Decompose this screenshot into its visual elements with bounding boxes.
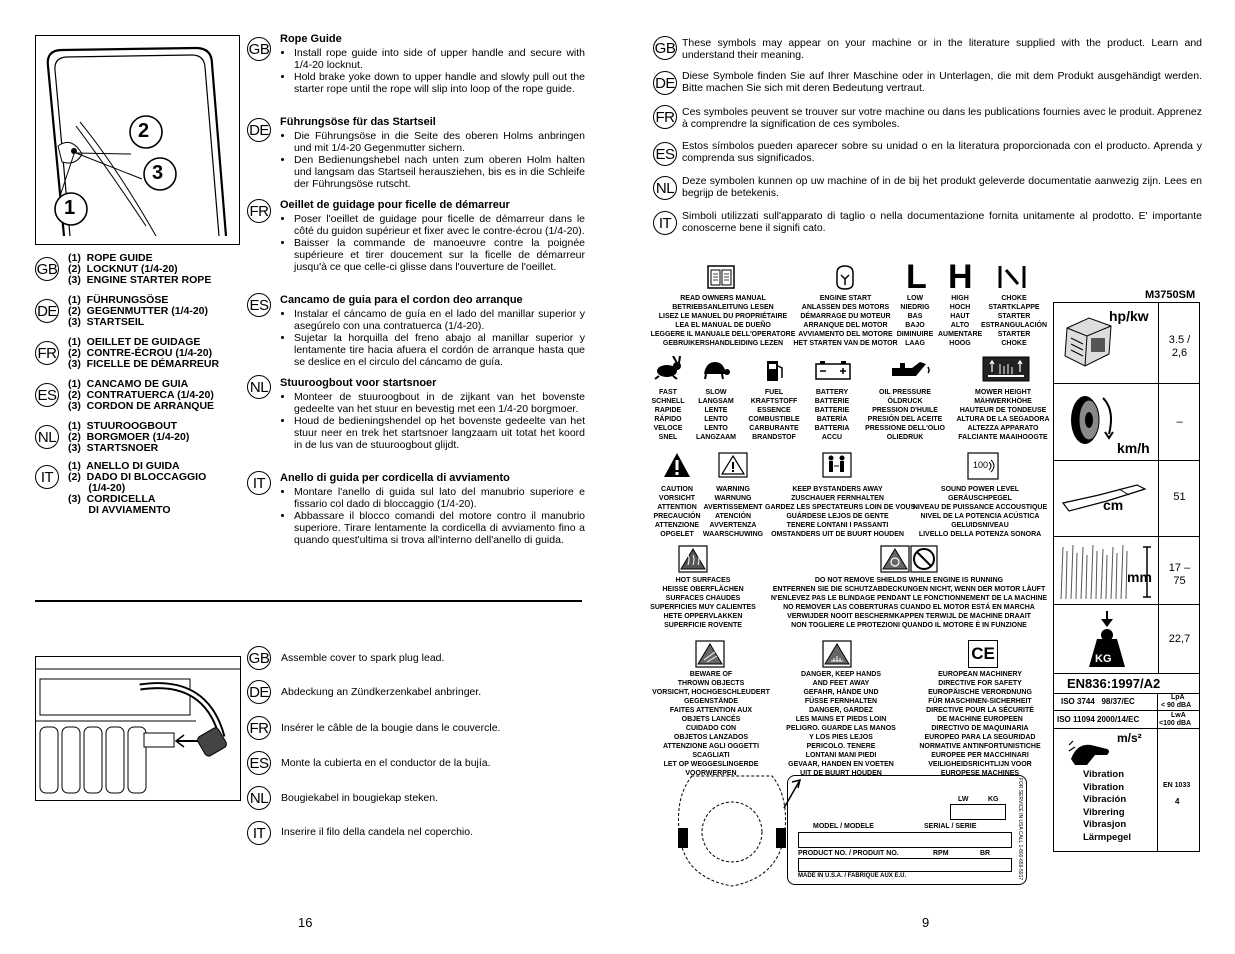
caption-thrown-objects: BEWARE OF THROWN OBJECTS VORSICHT, HOCHGESCHLEUDERT GEGENSTÄNDE FAITES ATTENTION AUX OBJETS LANCÉS CUIDADO CON OBJETOS LANZADOS ATTENZIONE AGLI OGGETTI SCAGLIATI LET OP WEGGESLINGERDE VOORWERPEN (652, 671, 770, 777)
iso-11094: ISO 11094 2000/14/EC (1057, 715, 1140, 724)
value-weight: 22,7 (1168, 633, 1191, 645)
callout-3: 3 (152, 162, 164, 184)
legend-nl: (1) STUUROOGBOUT (2) BORGMOER (1/4-20) (3) STARTSNOER (68, 420, 190, 454)
value-cutting-width: 51 (1173, 491, 1186, 503)
lang-badge-de: DE (247, 118, 271, 142)
caption-shields: DO NOT REMOVE SHIELDS WHILE ENGINE IS RUNNING ENTFERNEN SIE DIE SCHUTZABDECKUNGEN NICHT, WENN DER MOTOR LÄUFT N'ENLEVEZ PAS LE BLINDAGE PENDANT LE FONCTIONNEMENT DE LA MACHINE NO REMOVER LAS COBERTURAS CUANDO EL MOTOR ESTÁ EN MARCHA VERWIJDER NOOIT BESCHERMKAPPEN TERWIJL DE MACHINE DRAAIT NON TOGLIERE LE PROTEZIONI QUANDO IL MOTORE È IN FUNZIONE (770, 577, 1048, 629)
rabbit-icon (653, 356, 683, 380)
book-icon (707, 265, 735, 289)
lang-badge-it: IT (247, 821, 271, 845)
plate-side-text: FOR SERVICE IN USA CALL 1-800-659-5917 (1017, 777, 1024, 881)
hot-surface-icon (678, 545, 708, 573)
caution-icon (663, 452, 691, 478)
high-speed-icon: H (948, 258, 973, 296)
caption-hands-feet: DANGER, KEEP HANDS AND FEET AWAY GEFAHR, HÄNDE UND FÜSSE FERNHALTEN DANGER, GARDEZ LES MAINS ET PIEDS LOIN PELIGRO. GUARDE LAS MANOS Y LOS PIES LEJOS PERICOLO. TENERE LONTANI MANI PIEDI GEVAAR, HANDEN EN VOETEN UIT DE BUURT HOUDEN (786, 671, 896, 777)
intro-gb: These symbols may appear on your machine or in the literature supplied with the product. Learn and understand their meaning. (682, 37, 1202, 61)
spec-row-standard (1053, 674, 1200, 694)
lang-badge-fr: FR (35, 341, 59, 365)
wheel-icon (1063, 390, 1115, 446)
vibration-value: 4 (1175, 797, 1180, 806)
caption-mower-height: MOWER HEIGHT MÄHWERKHÖHE HAUTEUR DE TONDEUSE ALTURA DE LA SEGADORA ALTEZZA APPARATO FALCIANTE MAAIHOOGTE (956, 389, 1050, 441)
caption-engine-start: ENGINE START ANLASSEN DES MOTORS DÉMARRAGE DU MOTEUR ARRANQUE DEL MOTOR AVVIAMENTO DEL MOTORE HET STARTEN VAN DE MOTOR (793, 295, 898, 347)
label-hp-kw: hp/kw (1109, 308, 1149, 324)
choke-icon (996, 264, 1028, 290)
legend-de: (1) FÜHRUNGSÖSE (2) GEGENMUTTER (1/4-20) (3) STARTSEIL (68, 294, 209, 328)
lang-badge-nl: NL (247, 786, 271, 810)
spec-row-power (1053, 302, 1200, 384)
lang-badge-es: ES (247, 293, 271, 317)
shield-removal-icon (880, 545, 910, 573)
turtle-icon (700, 360, 730, 380)
figure-spark-plug (35, 656, 241, 801)
svg-text:100: 100 (973, 460, 989, 470)
intro-de: Diese Symbole finden Sie auf Ihrer Maschine oder in Unterlagen, die mit dem Produkt ausgehändigt werden. Bitte machen Sie sich mit deren Bedeutung vertraut. (682, 70, 1202, 94)
caption-fast: FAST SCHNELL RAPIDE RÁPIDO VELOCE SNEL (651, 389, 685, 441)
lang-badge-fr: FR (247, 716, 271, 740)
assembly-de: Abdeckung an Zündkerzenkabel anbringer. (281, 686, 482, 698)
standard-en836: EN836:1997/A2 (1067, 676, 1161, 691)
section-divider (35, 600, 582, 602)
section-fr: Oeillet de guidage pour ficelle de démarreur • Poser l'oeillet de guidage pour ficelle de démarreur dans le côté du guidon supérieur et fixer avec le contre-écrou (1/4-20). • Baisser la commande de manoeuvre contre la poignée supérieure et tirer doucement sur la ficelle de démarreur jusqu'à ce que celle-ci glisse dans l'ouverture de l'oeillet. (280, 199, 585, 273)
assembly-fr: Insérer le câble de la bougie dans le couvercle. (281, 722, 501, 734)
lang-badge-es: ES (653, 142, 677, 166)
section-it: Anello di guida per cordicella di avviamento • Montare l'anello di guida sul lato del manubrio superiore e fissario col dado di bloccaggio (1/4-20). • Abbassare il blocco comandi del motore contro il manubrio superiore. Tirare lentamente la cordicella di avviamento fino a quando quest'ultima si trova all'interno dell'anello di guida. (280, 472, 585, 546)
thrown-objects-icon (695, 640, 725, 668)
assembly-es: Monte la cubierta en el conductor de la bujía. (281, 757, 491, 769)
label-kg: KG (1095, 653, 1112, 665)
caption-high: HIGH HOCH HAUT ALTO AUMENTARE HOOG (938, 295, 983, 347)
caption-slow: SLOW LANGSAM LENTE LENTO LENTO LANGZAAM (695, 389, 737, 441)
caption-sound-power: SOUND POWER LEVEL GERÄUSCHPEGEL NIVEAU DE PUISSANCE ACCOUSTIQUE NIVEL DE LA POTENCIA ACÚSTICA GELUIDSNIVEAU LIVELLO DELLA POTENZA SONORA (912, 486, 1048, 538)
mower-top-view-illustration (672, 768, 802, 898)
lang-badge-de: DE (35, 299, 59, 323)
plate-product: PRODUCT NO. / PRODUIT NO. (798, 850, 899, 857)
sound-level-icon (967, 452, 999, 480)
plate-made-in: MADE IN U.S.A. / FABRIQUE AUX E.U. (798, 873, 907, 879)
plate-model: MODEL / MODELE (813, 823, 874, 830)
callout-1: 1 (64, 197, 76, 219)
engine-start-icon (833, 263, 857, 291)
legend-it: (1) ANELLO DI GUIDA (2) DADO DI BLOCCAGGIO (1/4-20) (3) CORDICELLA DI AVVIAMENTO (68, 460, 207, 516)
lang-badge-gb: GB (35, 257, 59, 281)
lang-badge-fr: FR (653, 105, 677, 129)
section-gb: Rope Guide • Install rope guide into side of upper handle and secure with 1/4-20 locknut. • Hold brake yoke down to upper handle and slowly pull out the starter rope until the rope will slip into loop of the rope guide. (280, 33, 585, 95)
label-km-h: km/h (1117, 440, 1150, 456)
legend-gb: (1) ROPE GUIDE (2) LOCKNUT (1/4-20) (3) ENGINE STARTER ROPE (68, 252, 212, 286)
lwa-value: <100 dBA (1159, 720, 1192, 727)
spec-row-vibration (1053, 729, 1200, 852)
caption-hot-surfaces: HOT SURFACES HEISSE OBERFLÄCHEN SURFACES CHAUDES SUPERFICIES MUY CALIENTES HETE OPPERVLAKKEN SUPERFICIE ROVENTE (650, 577, 756, 629)
ce-mark-icon (968, 640, 998, 668)
plate-kg: KG (988, 796, 999, 803)
lwa-label: LwA (1171, 712, 1186, 719)
caption-low: LOW NIEDRIG BAS BAJO DIMINUIRE LAAG (896, 295, 934, 347)
warning-icon (718, 452, 748, 478)
assembly-nl: Bougiekabel in bougiekap steken. (281, 792, 439, 804)
vibration-labels: Vibration Vibration Vibración Vibrering Vibrasjon Lärmpegel (1083, 769, 1132, 843)
no-entry-icon (910, 545, 938, 573)
lang-badge-gb: GB (247, 646, 271, 670)
intro-es: Estos símbolos pueden aparecer sobre su unidad o en la literatura proporcionada con el producto. Aprenda y comprenda sus significados. (682, 140, 1202, 164)
caption-oil-pressure: OIL PRESSURE ÖLDRUCK PRESSION D'HUILE PRESIÓN DEL ACEITE PRESSIONE DELL'OLIO OLIEDRUK (865, 389, 945, 441)
page-number-right: 9 (922, 915, 930, 930)
lang-badge-it: IT (247, 471, 271, 495)
caption-caution: CAUTION VORSICHT ATTENTION PRECAUCIÓN ATTENZIONE OPGELET (653, 486, 701, 538)
lang-badge-es: ES (35, 383, 59, 407)
model-number: M3750SM (1145, 289, 1196, 301)
ms2-label: m/s² (1117, 731, 1142, 745)
plate-br: BR (980, 850, 991, 857)
iso-3744: ISO 3744 98/37/EC (1061, 697, 1135, 706)
lang-badge-it: IT (35, 465, 59, 489)
caption-bystanders: KEEP BYSTANDERS AWAY ZUSCHAUER FERNHALTEN GARDEZ LES SPECTATEURS LOIN DE VOUS GUÁRDESE LEJOS DE GENTE TENERE LONTANI I PASSANTI OMSTANDERS UIT DE BUURT HOUDEN (765, 486, 916, 538)
label-cm: cm (1103, 497, 1124, 513)
assembly-gb: Assemble cover to spark plug lead. (281, 652, 445, 664)
caption-warning: WARNING WARNUNG AVERTISSEMENT ATENCIÓN AVVERTENZA WAARSCHUWING (702, 486, 764, 538)
value-cutting-height: 17 – 75 (1168, 562, 1191, 587)
intro-it: Simboli utilizzati sull'apparato di taglio o nella documentazione fornita unitamente al prodotto. E' importante conoscerne bene il signifi cato. (682, 210, 1202, 234)
spec-row-iso11094 (1053, 711, 1200, 729)
legend-fr: (1) OEILLET DE GUIDAGE (2) CONTRE-ÉCROU (1/4-20) (3) FICELLE DE DÉMARREUR (68, 336, 220, 370)
engine-illustration (36, 657, 240, 800)
spec-row-cutting-width (1053, 461, 1200, 537)
callout-2: 2 (138, 120, 150, 142)
spec-row-weight (1053, 605, 1200, 674)
engine-icon (1061, 314, 1113, 370)
legend-es: (1) CANCAMO DE GUIA (2) CONTRATUERCA (1/4-20) (3) CORDON DE ARRANQUE (68, 378, 215, 412)
page-number-left: 16 (298, 915, 313, 930)
lpa-value: < 90 dBA (1161, 702, 1192, 709)
lang-badge-de: DE (653, 71, 677, 95)
spec-row-cutting-height (1053, 537, 1200, 605)
lang-badge-fr: FR (247, 199, 271, 223)
plate-rpm: RPM (933, 850, 949, 857)
lang-badge-nl: NL (35, 425, 59, 449)
caption-fuel: FUEL KRAFTSTOFF ESSENCE COMBUSTIBLE CARBURANTE BRANDSTOF (748, 389, 800, 441)
bystanders-icon (822, 452, 852, 478)
lang-badge-nl: NL (653, 176, 677, 200)
intro-nl: Deze symbolen kunnen op uw machine of in de bij het produkt geleverde documentatie aanwezig zijn. Lees en begrijp de betekenis. (682, 175, 1202, 199)
lang-badge-de: DE (247, 680, 271, 704)
value-power: 3.5 / 2,6 (1168, 334, 1191, 359)
lang-badge-es: ES (247, 751, 271, 775)
hand-vibration-icon (1067, 735, 1115, 769)
caption-battery: BATTERY BATTERIE BATTERIE BATERÍA BATTERIA ACCU (814, 389, 850, 441)
intro-fr: Ces symboles peuvent se trouver sur votre machine ou dans les publications fournies avec le produit. Apprenez à comprendre la signification de ces symboles. (682, 106, 1202, 130)
battery-icon (815, 360, 851, 380)
label-plate (787, 775, 1027, 885)
caption-choke: CHOKE STARTKLAPPE STARTER ESTRANGULACIÓN STARTER CHOKE (980, 295, 1048, 347)
hands-feet-icon (822, 640, 852, 668)
label-mm: mm (1127, 569, 1152, 585)
lang-badge-gb: GB (247, 37, 271, 61)
lang-badge-gb: GB (653, 36, 677, 60)
fuel-pump-icon (766, 358, 784, 382)
section-de: Führungsöse für das Startseil • Die Führungsöse in die Seite des oberen Holms anbringen und mit 1/4-20 Gegenmutter sichern. • Den Bedienungshebel nach unten zum oberen Holm halten und langsam das Startseil herausziehen, bis es in die Schleife der Führungsöse rutscht. (280, 116, 585, 190)
caption-read-manual: READ OWNERS MANUAL BETRIEBSANLEITUNG LESEN LISEZ LE MANUEL DU PROPRIÉTAIRE LEA EL MANUAL DE DUEÑO LEGGERE IL MANUALE DELL'OPERATORE GEBRUIKERSHANDLEIDING LEZEN (650, 295, 796, 347)
assembly-it: Inserire il filo della candela nel coperchio. (281, 826, 474, 838)
oil-can-icon (888, 358, 932, 380)
plate-lw: LW (958, 796, 969, 803)
lang-badge-it: IT (653, 211, 677, 235)
spec-row-iso3744 (1053, 694, 1200, 711)
figure-rope-guide (35, 35, 240, 245)
value-speed: – (1176, 416, 1183, 428)
section-nl: Stuuroogbout voor startsnoer • Monteer de stuuroogbout in de zijkant van het bovenste gedeelte van het stuur en bevestig met een 1/4-20 borgmoer. • Houd de bedieningshendel op het bovenste gedeelte van het stuur neer en trek het startsnoer langzaam uit totat het koord in de lus van de stuuroogbout glijdt. (280, 377, 585, 451)
ce-mark-text: CE (971, 644, 995, 663)
mower-height-icon (982, 356, 1030, 382)
low-speed-icon: L (906, 258, 927, 296)
lang-badge-nl: NL (247, 375, 271, 399)
section-es: Cancamo de guia para el cordon deo arranque • Instalar el cáncamo de guía en el lado del manillar superior y asegúrelo con una contratuerca (1/4-20). • Sujetar la horquilla del freno abajo al manillar superior y lentamente tire hacia afuera el cordón de arranque hasta que se deslice en el circulo del cáncamo de guía. (280, 294, 585, 368)
lpa-label: LpA (1171, 694, 1185, 701)
caption-ce: EUROPEAN MACHINERY DIRECTIVE FOR SAFETY EUROPÄISCHE VERORDNUNG FÜR MASCHINEN-SICHERHEIT DIRECTIVE POUR LA SÉCURITÉ DE MACHINE EUROPEEN DIRECTIVO DE MAQUINARIA EUROPEO PARA LA SEGURIDAD NORMATIVE ANTINFORTUNISTICHE EUROPEE PER MACCHINARI VEILIGHEIDSRICHTLIJN VOOR EUROPESE MACHINES (919, 671, 1041, 777)
en1033-label: EN 1033 (1163, 782, 1191, 789)
spec-row-speed (1053, 384, 1200, 461)
plate-serial: SERIAL / SERIE (924, 823, 977, 830)
